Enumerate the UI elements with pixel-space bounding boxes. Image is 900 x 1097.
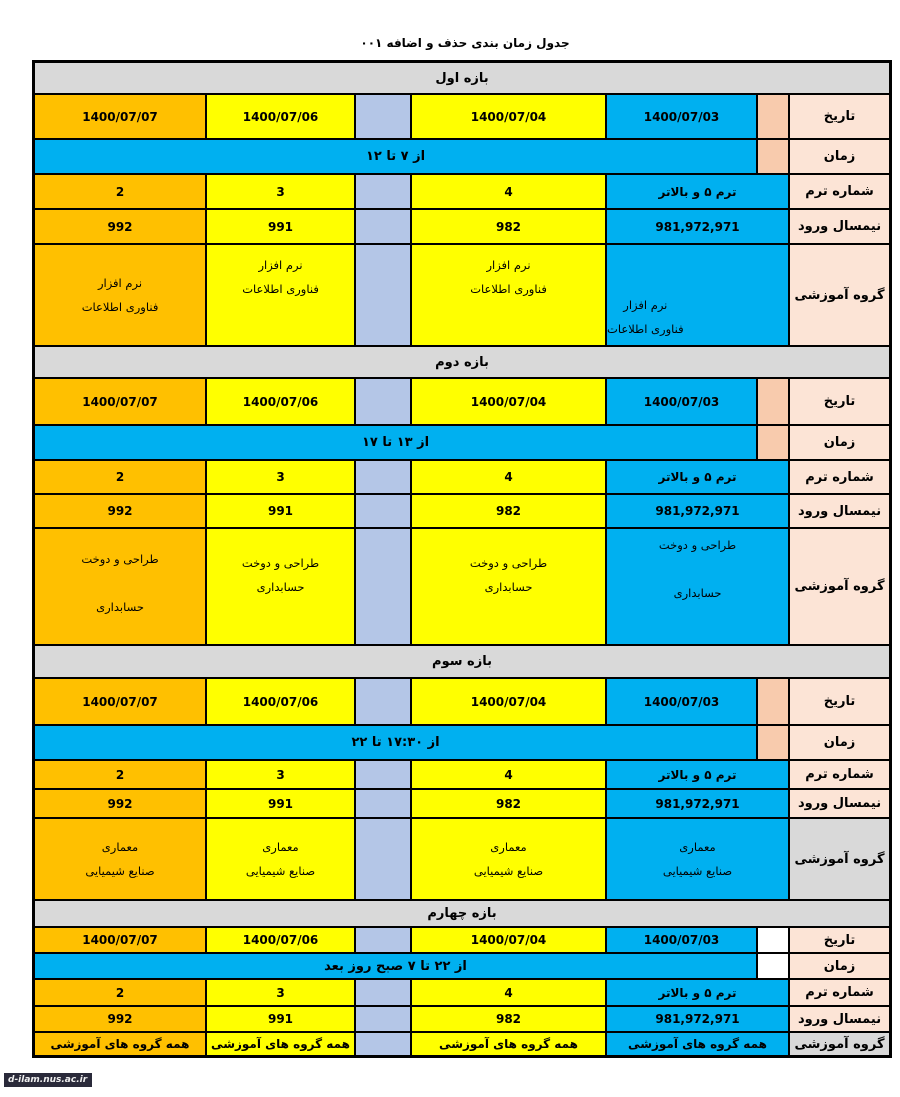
term-cell: 4 (411, 174, 606, 209)
entry-cell: 981,972,971 (606, 1006, 789, 1032)
entry-cell: 981,972,971 (606, 209, 789, 244)
label-time: زمان (789, 425, 890, 460)
dept-cell: همه گروه های آموزشی (411, 1032, 606, 1056)
label-time: زمان (789, 725, 890, 760)
entry-cell: 992 (34, 209, 206, 244)
entry-cell: 991 (206, 789, 355, 818)
label-dept: گروه آموزشی (789, 244, 890, 346)
period-title: بازه سوم (34, 645, 890, 678)
spacer-cell (355, 94, 411, 139)
term-cell: ترم ۵ و بالاتر (606, 760, 789, 789)
dept-cell: معماری صنایع شیمیایی (206, 818, 355, 900)
entry-cell: 992 (34, 1006, 206, 1032)
date-cell: 1400/07/07 (34, 94, 206, 139)
term-cell: 4 (411, 979, 606, 1006)
site-watermark: d-ilam.nus.ac.ir (4, 1073, 92, 1087)
term-cell: 3 (206, 760, 355, 789)
period-title: بازه چهارم (34, 900, 890, 927)
label-entry: نیمسال ورود (789, 209, 890, 244)
date-cell: 1400/07/03 (606, 678, 757, 725)
entry-cell: 982 (411, 494, 606, 528)
label-term: شماره ترم (789, 174, 890, 209)
page-title: جدول زمان بندی حذف و اضافه ۰۰۱ (360, 36, 570, 50)
spacer-cell (757, 725, 789, 760)
entry-cell: 991 (206, 1006, 355, 1032)
entry-cell: 982 (411, 209, 606, 244)
spacer-cell (355, 1006, 411, 1032)
date-cell: 1400/07/03 (606, 378, 757, 425)
label-entry: نیمسال ورود (789, 494, 890, 528)
spacer-cell (355, 979, 411, 1006)
entry-cell: 982 (411, 1006, 606, 1032)
date-cell: 1400/07/07 (34, 927, 206, 953)
date-cell: 1400/07/04 (411, 94, 606, 139)
date-cell: 1400/07/06 (206, 94, 355, 139)
spacer-cell (355, 678, 411, 725)
term-cell: 2 (34, 979, 206, 1006)
dept-cell: نرم افزار فناوری اطلاعات (606, 244, 789, 346)
dept-cell: همه گروه های آموزشی (206, 1032, 355, 1056)
entry-cell: 981,972,971 (606, 789, 789, 818)
spacer-cell (757, 425, 789, 460)
date-cell: 1400/07/03 (606, 927, 757, 953)
term-cell: 3 (206, 460, 355, 494)
spacer-cell (355, 209, 411, 244)
time-range: از ۲۲ تا ۷ صبح روز بعد (34, 953, 757, 979)
label-dept: گروه آموزشی (789, 1032, 890, 1056)
label-date: تاریخ (789, 94, 890, 139)
date-cell: 1400/07/03 (606, 94, 757, 139)
dept-cell: معماری صنایع شیمیایی (606, 818, 789, 900)
spacer-cell (355, 818, 411, 900)
label-term: شماره ترم (789, 979, 890, 1006)
spacer-cell (355, 789, 411, 818)
term-cell: 3 (206, 174, 355, 209)
term-cell: 4 (411, 460, 606, 494)
period-title: بازه اول (34, 62, 890, 94)
term-cell: 4 (411, 760, 606, 789)
spacer-cell (355, 760, 411, 789)
date-cell: 1400/07/07 (34, 378, 206, 425)
date-cell: 1400/07/04 (411, 378, 606, 425)
spacer-cell (355, 244, 411, 346)
dept-cell: طراحی و دوخت حسابداری (206, 528, 355, 645)
spacer-cell (757, 378, 789, 425)
term-cell: ترم ۵ و بالاتر (606, 979, 789, 1006)
dept-cell: معماری صنایع شیمیایی (34, 818, 206, 900)
dept-cell: نرم افزار فناوری اطلاعات (34, 244, 206, 346)
term-cell: ترم ۵ و بالاتر (606, 460, 789, 494)
spacer-cell (355, 494, 411, 528)
entry-cell: 991 (206, 209, 355, 244)
spacer-cell (355, 174, 411, 209)
spacer-cell (355, 927, 411, 953)
label-term: شماره ترم (789, 760, 890, 789)
label-entry: نیمسال ورود (789, 789, 890, 818)
time-range: از ۱۷:۳۰ تا ۲۲ (34, 725, 757, 760)
term-cell: 2 (34, 174, 206, 209)
spacer-cell (757, 953, 789, 979)
spacer-cell (757, 927, 789, 953)
label-date: تاریخ (789, 927, 890, 953)
date-cell: 1400/07/07 (34, 678, 206, 725)
period-title: بازه دوم (34, 346, 890, 378)
label-dept: گروه آموزشی (789, 818, 890, 900)
date-cell: 1400/07/06 (206, 378, 355, 425)
label-date: تاریخ (789, 378, 890, 425)
dept-cell: طراحی و دوخت حسابداری (411, 528, 606, 645)
date-cell: 1400/07/04 (411, 678, 606, 725)
entry-cell: 981,972,971 (606, 494, 789, 528)
dept-cell: معماری صنایع شیمیایی (411, 818, 606, 900)
dept-cell: همه گروه های آموزشی (606, 1032, 789, 1056)
label-term: شماره ترم (789, 460, 890, 494)
entry-cell: 992 (34, 789, 206, 818)
entry-cell: 982 (411, 789, 606, 818)
entry-cell: 991 (206, 494, 355, 528)
label-entry: نیمسال ورود (789, 1006, 890, 1032)
spacer-cell (355, 378, 411, 425)
dept-cell: نرم افزار فناوری اطلاعات (206, 244, 355, 346)
label-time: زمان (789, 953, 890, 979)
spacer-cell (757, 94, 789, 139)
spacer-cell (757, 678, 789, 725)
label-dept: گروه آموزشی (789, 528, 890, 645)
dept-cell: طراحی و دوخت حسابداری (34, 528, 206, 645)
entry-cell: 992 (34, 494, 206, 528)
label-date: تاریخ (789, 678, 890, 725)
date-cell: 1400/07/04 (411, 927, 606, 953)
time-range: از ۷ تا ۱۲ (34, 139, 757, 174)
date-cell: 1400/07/06 (206, 678, 355, 725)
time-range: از ۱۳ تا ۱۷ (34, 425, 757, 460)
dept-cell: طراحی و دوخت حسابداری (606, 528, 789, 645)
spacer-cell (757, 139, 789, 174)
spacer-cell (355, 460, 411, 494)
term-cell: 2 (34, 460, 206, 494)
term-cell: 3 (206, 979, 355, 1006)
dept-cell: همه گروه های آموزشی (34, 1032, 206, 1056)
term-cell: ترم ۵ و بالاتر (606, 174, 789, 209)
dept-cell: نرم افزار فناوری اطلاعات (411, 244, 606, 346)
term-cell: 2 (34, 760, 206, 789)
spacer-cell (355, 528, 411, 645)
schedule-table (32, 60, 892, 1058)
label-time: زمان (789, 139, 890, 174)
spacer-cell (355, 1032, 411, 1056)
date-cell: 1400/07/06 (206, 927, 355, 953)
